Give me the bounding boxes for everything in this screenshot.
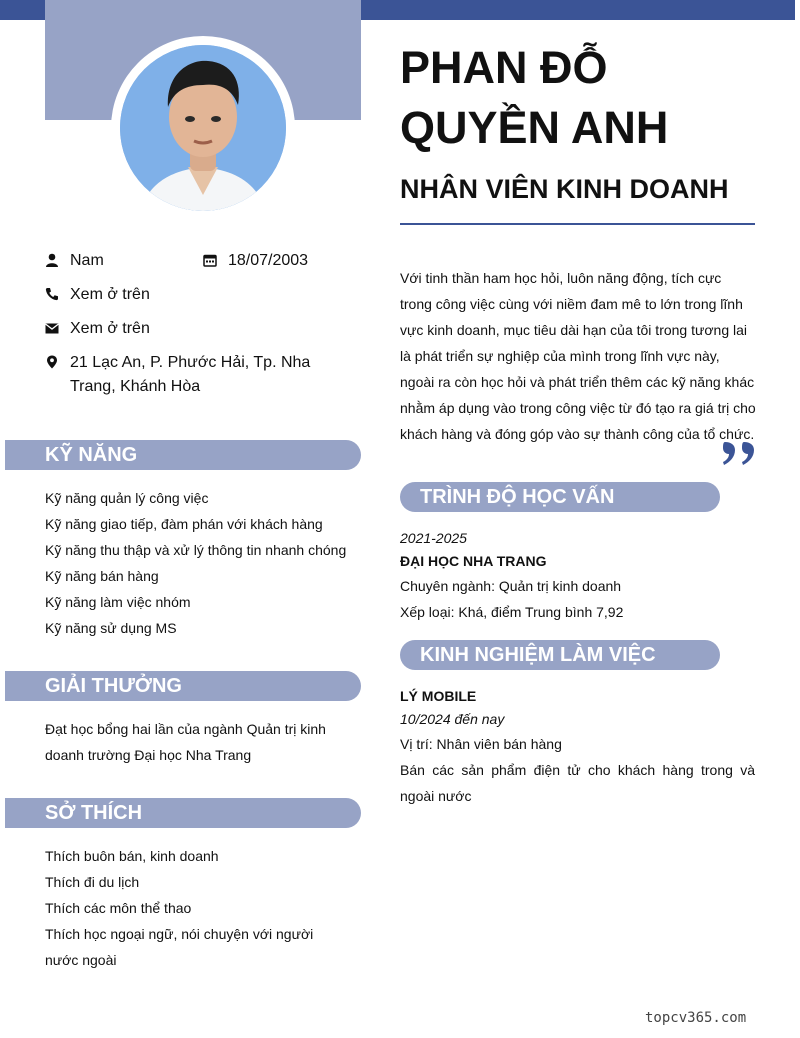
address-value: 21 Lạc An, P. Phước Hải, Tp. Nha Trang, Khánh Hòa	[70, 354, 311, 395]
birthday-value: 18/07/2003	[228, 252, 309, 269]
education-rank: Xếp loại: Khá, điểm Trung bình 7,92	[400, 604, 624, 620]
user-icon	[45, 253, 59, 267]
list-item: Kỹ năng làm việc nhóm	[45, 594, 191, 610]
experience-description: Bán các sản phẩm điện tử cho khách hàng trong và ngoài nước	[400, 762, 755, 804]
education-major: Chuyên ngành: Quản trị kinh doanh	[400, 578, 622, 594]
title-divider	[400, 223, 755, 225]
section-heading-skills: KỸ NĂNG	[5, 440, 361, 470]
list-item: Kỹ năng giao tiếp, đàm phán với khách hàng	[45, 516, 323, 532]
phone-value: Xem ở trên	[70, 286, 150, 303]
list-item: Thích đi du lịch	[45, 874, 140, 890]
awards-text: Đạt học bổng hai lần của ngành Quản trị kinh doanh trường Đại học Nha Trang	[45, 721, 326, 763]
avatar	[120, 45, 286, 211]
list-item: Thích các môn thể thao	[45, 900, 192, 916]
education-years: 2021-2025	[400, 530, 467, 546]
portrait-photo	[120, 45, 286, 211]
quote-icon	[722, 440, 758, 470]
section-heading-experience: KINH NGHIỆM LÀM VIỆC	[400, 640, 720, 670]
list-item: Kỹ năng thu thập và xử lý thông tin nhanh chóng	[45, 542, 347, 558]
experience-company: LÝ MOBILE	[400, 688, 477, 704]
education-school: ĐẠI HỌC NHA TRANG	[400, 553, 547, 569]
list-item: Kỹ năng bán hàng	[45, 568, 159, 584]
experience-period: 10/2024 đến nay	[400, 711, 505, 727]
footer-watermark: topcv365.com	[645, 1010, 747, 1026]
section-heading-education: TRÌNH ĐỘ HỌC VẤN	[400, 482, 720, 512]
envelope-icon	[45, 321, 59, 335]
section-heading-awards: GIẢI THƯỞNG	[5, 671, 361, 701]
list-item: Kỹ năng quản lý công việc	[45, 490, 209, 506]
candidate-name: PHAN ĐỖ QUYỀN ANH	[400, 42, 669, 153]
gender-value: Nam	[70, 252, 104, 269]
skills-list	[45, 485, 361, 641]
experience-role: Vị trí: Nhân viên bán hàng	[400, 736, 562, 752]
hobbies-list	[45, 843, 350, 973]
job-title: NHÂN VIÊN KINH DOANH	[400, 174, 729, 204]
list-item: Thích học ngoại ngữ, nói chuyện với người nước ngoài	[45, 926, 314, 968]
career-summary: Với tinh thần ham học hỏi, luôn năng động, tích cực trong công việc cùng với niềm đam mê to lớn trong lĩnh vực kinh doanh, mục tiêu dài hạn của tôi trong tương lai là phát triển sự nghiệp của mình trong lĩnh vực này, ngoài ra còn học hỏi và phát triển thêm các kỹ năng khác nhằm áp dụng vào trong công việc từ đó tạo ra giá trị cho khách hàng và đóng góp vào sự thành công của tổ chức.	[400, 270, 756, 442]
map-pin-icon	[45, 355, 59, 369]
calendar-icon	[203, 253, 217, 267]
email-value: Xem ở trên	[70, 320, 150, 337]
phone-icon	[45, 287, 59, 301]
list-item: Kỹ năng sử dụng MS	[45, 620, 177, 636]
section-heading-hobbies: SỞ THÍCH	[5, 798, 361, 828]
list-item: Thích buôn bán, kinh doanh	[45, 848, 219, 864]
